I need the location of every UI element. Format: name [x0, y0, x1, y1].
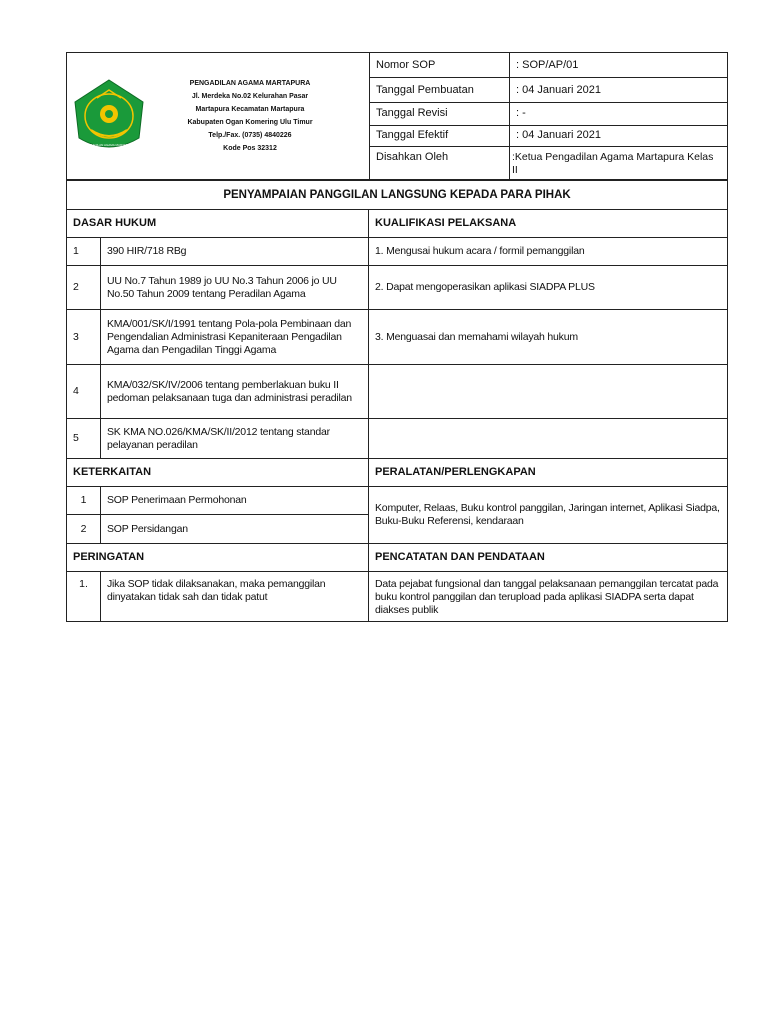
meta-value-nomor: : SOP/AP/01 — [510, 53, 728, 78]
row-number: 5 — [67, 419, 101, 459]
dasar-hukum-row — [67, 365, 728, 419]
meta-value-disahkan: :Ketua Pengadilan Agama Martapura Kelas II — [510, 146, 728, 179]
org-postcode: Kode Pos 32312 — [223, 145, 277, 152]
meta-label-efektif: Tanggal Efektif — [370, 125, 510, 146]
dasar-hukum-row — [67, 238, 728, 266]
dasar-hukum-text: KMA/032/SK/IV/2006 tentang pemberlakuan buku II pedoman pelaksanaan tuga dan administrasi peradilan — [101, 365, 369, 419]
keterkaitan-row — [67, 487, 728, 515]
dasar-hukum-heading: DASAR HUKUM — [67, 210, 369, 238]
dasar-hukum-text: 390 HIR/718 RBg — [101, 238, 369, 266]
empty-cell — [369, 419, 728, 459]
dasar-hukum-text: KMA/001/SK/I/1991 tentang Pola-pola Pembinaan dan Pengendalian Administrasi Kepaniteraan Pengadilan Agama dan Pengadilan Tinggi Agama — [101, 310, 369, 365]
keterkaitan-heading: KETERKAITAN — [67, 459, 369, 487]
pencatatan-heading: PENCATATAN DAN PENDATAAN — [369, 544, 728, 572]
body-table — [66, 180, 728, 622]
meta-label-disahkan: Disahkan Oleh — [370, 146, 510, 179]
meta-value-pembuatan: : 04 Januari 2021 — [510, 78, 728, 103]
kualifikasi-text: 3. Menguasai dan memahami wilayah hukum — [369, 310, 728, 365]
court-emblem-icon — [69, 76, 149, 156]
org-name: PENGADILAN AGAMA MARTAPURA — [189, 80, 311, 87]
org-street: Jl. Merdeka No.02 Kelurahan Pasar — [191, 93, 309, 100]
peralatan-text: Komputer, Relaas, Buku kontrol panggilan, Jaringan internet, Aplikasi Siadpa, Buku-Buku Referensi, kendaraan — [369, 487, 728, 544]
meta-label-nomor: Nomor SOP — [370, 53, 510, 78]
meta-value-efektif: : 04 Januari 2021 — [510, 125, 728, 146]
org-address — [149, 77, 369, 155]
row-number: 2 — [67, 266, 101, 310]
row-number: 1 — [67, 238, 101, 266]
org-phone: Telp./Fax. (0735) 4840226 — [208, 132, 292, 139]
peringatan-heading: PERINGATAN — [67, 544, 369, 572]
peralatan-heading: PERALATAN/PERLENGKAPAN — [369, 459, 728, 487]
kualifikasi-text: 2. Dapat mengoperasikan aplikasi SIADPA PLUS — [369, 266, 728, 310]
meta-value-revisi: : - — [510, 103, 728, 125]
org-cell — [67, 53, 370, 180]
meta-label-pembuatan: Tanggal Pembuatan — [370, 78, 510, 103]
org-regency: Kabupaten Ogan Komering Ulu Timur — [187, 119, 313, 126]
row-number: 1 — [67, 487, 101, 515]
dasar-hukum-row — [67, 419, 728, 459]
meta-label-revisi: Tanggal Revisi — [370, 103, 510, 125]
org-district: Martapura Kecamatan Martapura — [195, 106, 305, 113]
dasar-hukum-text: SK KMA NO.026/KMA/SK/II/2012 tentang standar pelayanan peradilan — [101, 419, 369, 459]
kualifikasi-heading: KUALIFIKASI PELAKSANA — [369, 210, 728, 238]
keterkaitan-text: SOP Persidangan — [101, 515, 369, 544]
row-number: 1. — [67, 572, 101, 622]
dasar-hukum-text: UU No.7 Tahun 1989 jo UU No.3 Tahun 2006 jo UU No.50 Tahun 2009 tentang Peradilan Agama — [101, 266, 369, 310]
row-number: 4 — [67, 365, 101, 419]
row-number: 3 — [67, 310, 101, 365]
dasar-hukum-row — [67, 310, 728, 365]
page-title: PENYAMPAIAN PANGGILAN LANGSUNG KEPADA PARA PIHAK — [67, 181, 728, 210]
header-table — [66, 52, 728, 180]
emblem-lettering: PENGADILAN AGAMA MARTAPURA — [83, 143, 135, 147]
peringatan-text: Jika SOP tidak dilaksanakan, maka pemanggilan dinyatakan tidak sah dan tidak patut — [101, 572, 369, 622]
row-number: 2 — [67, 515, 101, 544]
pencatatan-text: Data pejabat fungsional dan tanggal pelaksanaan pemanggilan tercatat pada buku kontrol panggilan dan terupload pada aplikasi SIADPA serta dapat diakses publik — [369, 572, 728, 622]
sop-document — [66, 52, 728, 622]
keterkaitan-text: SOP Penerimaan Permohonan — [101, 487, 369, 515]
kualifikasi-text: 1. Mengusai hukum acara / formil pemanggilan — [369, 238, 728, 266]
empty-cell — [369, 365, 728, 419]
peringatan-row — [67, 572, 728, 622]
dasar-hukum-row — [67, 266, 728, 310]
